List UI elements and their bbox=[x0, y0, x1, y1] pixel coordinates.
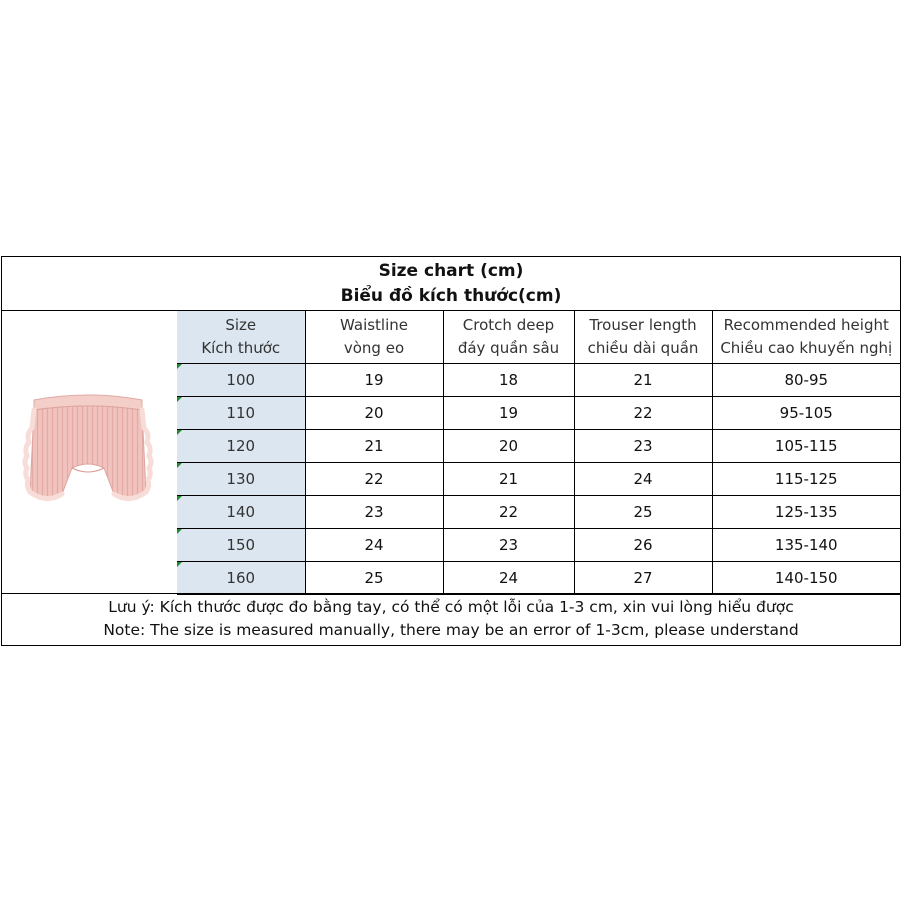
table-row bbox=[177, 496, 900, 529]
chart-title-vi: Biểu đồ kích thước(cm) bbox=[340, 286, 562, 306]
table-row bbox=[177, 562, 900, 595]
length-cell: 21 bbox=[574, 364, 712, 397]
size-chart-frame bbox=[1, 256, 901, 646]
height-cell: 140-150 bbox=[712, 562, 900, 595]
header-size-en: Size bbox=[225, 316, 257, 334]
height-cell: 115-125 bbox=[712, 463, 900, 496]
waist-cell: 19 bbox=[305, 364, 443, 397]
note-vi: Lưu ý: Kích thước được đo bằng tay, có thể có một lỗi của 1-3 cm, xin vui lòng hiểu được bbox=[108, 598, 794, 616]
header-height-en: Recommended height bbox=[723, 316, 889, 334]
size-cell: 130 bbox=[177, 463, 305, 496]
length-cell: 22 bbox=[574, 397, 712, 430]
waist-cell: 20 bbox=[305, 397, 443, 430]
height-cell: 135-140 bbox=[712, 529, 900, 562]
size-table bbox=[177, 310, 900, 595]
length-cell: 26 bbox=[574, 529, 712, 562]
header-size bbox=[177, 311, 305, 364]
waist-cell: 21 bbox=[305, 430, 443, 463]
table-row bbox=[177, 397, 900, 430]
header-height-vi: Chiều cao khuyến nghị bbox=[720, 339, 893, 357]
height-cell: 125-135 bbox=[712, 496, 900, 529]
crotch-cell: 18 bbox=[443, 364, 574, 397]
length-cell: 25 bbox=[574, 496, 712, 529]
crotch-cell: 22 bbox=[443, 496, 574, 529]
crotch-cell: 19 bbox=[443, 397, 574, 430]
size-cell: 120 bbox=[177, 430, 305, 463]
crotch-cell: 24 bbox=[443, 562, 574, 595]
title-block bbox=[2, 257, 900, 311]
table-row bbox=[177, 529, 900, 562]
crotch-cell: 23 bbox=[443, 529, 574, 562]
table-row bbox=[177, 463, 900, 496]
pink-shorts-icon bbox=[20, 388, 156, 510]
header-trouser-length-vi: chiều dài quần bbox=[587, 339, 699, 357]
header-trouser-length bbox=[574, 311, 712, 364]
waist-cell: 24 bbox=[305, 529, 443, 562]
length-cell: 23 bbox=[574, 430, 712, 463]
header-size-vi: Kích thước bbox=[201, 339, 281, 357]
header-waistline bbox=[305, 311, 443, 364]
note-en: Note: The size is measured manually, there may be an error of 1-3cm, please understand bbox=[103, 621, 799, 639]
table-header-row bbox=[177, 311, 900, 364]
product-image-cell bbox=[2, 310, 178, 593]
chart-title-en: Size chart (cm) bbox=[378, 261, 524, 281]
note-block bbox=[2, 593, 900, 646]
size-cell: 140 bbox=[177, 496, 305, 529]
size-cell: 110 bbox=[177, 397, 305, 430]
crotch-cell: 20 bbox=[443, 430, 574, 463]
waist-cell: 22 bbox=[305, 463, 443, 496]
length-cell: 24 bbox=[574, 463, 712, 496]
header-waistline-en: Waistline bbox=[340, 316, 408, 334]
header-trouser-length-en: Trouser length bbox=[589, 316, 697, 334]
length-cell: 27 bbox=[574, 562, 712, 595]
waist-cell: 23 bbox=[305, 496, 443, 529]
size-cell: 150 bbox=[177, 529, 305, 562]
crotch-cell: 21 bbox=[443, 463, 574, 496]
header-waistline-vi: vòng eo bbox=[343, 339, 405, 357]
height-cell: 105-115 bbox=[712, 430, 900, 463]
waist-cell: 25 bbox=[305, 562, 443, 595]
height-cell: 95-105 bbox=[712, 397, 900, 430]
height-cell: 80-95 bbox=[712, 364, 900, 397]
header-height bbox=[712, 311, 900, 364]
header-crotch-en: Crotch deep bbox=[462, 316, 555, 334]
size-cell: 160 bbox=[177, 562, 305, 595]
size-cell: 100 bbox=[177, 364, 305, 397]
header-crotch-vi: đáy quần sâu bbox=[457, 339, 560, 357]
header-crotch bbox=[443, 311, 574, 364]
table-row bbox=[177, 430, 900, 463]
table-row bbox=[177, 364, 900, 397]
